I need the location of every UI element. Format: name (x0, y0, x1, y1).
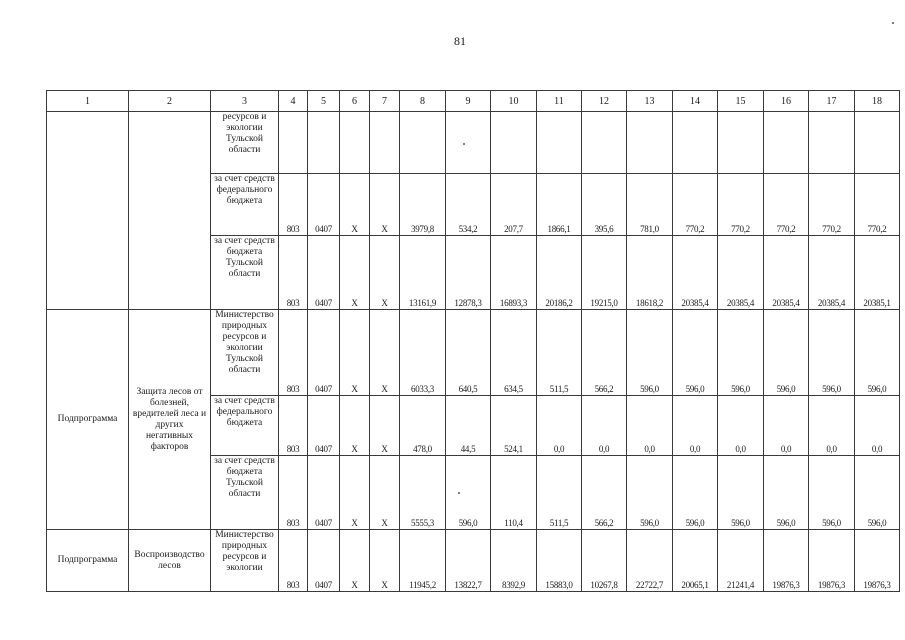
amount-cell: 511,5 (537, 456, 582, 530)
amount-cell: 596,0 (673, 310, 718, 396)
amount-cell: 596,0 (627, 310, 673, 396)
amount-cell: 19876,3 (809, 530, 855, 592)
amount-cell: 0,0 (582, 396, 627, 456)
amount-cell: 13161,9 (400, 236, 446, 310)
amount-cell: 395,6 (582, 174, 627, 236)
header-cell: 5 (308, 91, 340, 112)
amount-cell: 634,5 (491, 310, 537, 396)
code-cell: 0407 (308, 530, 340, 592)
amount-cell: 22722,7 (627, 530, 673, 592)
amount-cell: 596,0 (809, 310, 855, 396)
table-row (47, 530, 900, 592)
code-cell: Х (370, 396, 400, 456)
budget-table (46, 90, 900, 592)
code-cell: 803 (279, 174, 308, 236)
code-cell: Х (340, 530, 370, 592)
amount-cell: 15883,0 (537, 530, 582, 592)
code-cell: 803 (279, 310, 308, 396)
amount-cell (764, 112, 809, 174)
code-cell: 803 (279, 236, 308, 310)
amount-cell: 16893,3 (491, 236, 537, 310)
program-name-cell (129, 112, 211, 310)
header-cell: 16 (764, 91, 809, 112)
amount-cell (718, 112, 764, 174)
amount-cell: 596,0 (809, 456, 855, 530)
amount-cell (627, 112, 673, 174)
header-cell: 14 (673, 91, 718, 112)
amount-cell (491, 112, 537, 174)
amount-cell: 0,0 (764, 396, 809, 456)
code-cell: 0407 (308, 456, 340, 530)
code-cell: 0407 (308, 396, 340, 456)
header-cell: 10 (491, 91, 537, 112)
amount-cell: 18618,2 (627, 236, 673, 310)
amount-cell: 596,0 (855, 456, 900, 530)
code-cell: Х (370, 530, 400, 592)
header-cell: 9 (446, 91, 491, 112)
code-cell (370, 112, 400, 174)
amount-cell: 596,0 (718, 310, 764, 396)
funding-source-cell: за счет средств бюджета Тульской области (211, 236, 279, 310)
header-cell: 17 (809, 91, 855, 112)
amount-cell: 13822,7 (446, 530, 491, 592)
header-cell: 8 (400, 91, 446, 112)
amount-cell: 20385,4 (809, 236, 855, 310)
amount-cell: 596,0 (718, 456, 764, 530)
amount-cell (537, 112, 582, 174)
amount-cell (673, 112, 718, 174)
code-cell: Х (340, 174, 370, 236)
code-cell: Х (370, 174, 400, 236)
amount-cell (855, 112, 900, 174)
amount-cell: 566,2 (582, 456, 627, 530)
amount-cell: 596,0 (627, 456, 673, 530)
program-type-cell (47, 112, 129, 310)
amount-cell: 10267,8 (582, 530, 627, 592)
header-cell: 7 (370, 91, 400, 112)
amount-cell: 0,0 (809, 396, 855, 456)
program-name-cell: Воспроизводство лесов (129, 530, 211, 592)
amount-cell: 12878,3 (446, 236, 491, 310)
header-cell: 15 (718, 91, 764, 112)
amount-cell: 596,0 (446, 456, 491, 530)
amount-cell: 20385,4 (673, 236, 718, 310)
amount-cell: 770,2 (764, 174, 809, 236)
amount-cell (809, 112, 855, 174)
amount-cell: 0,0 (673, 396, 718, 456)
amount-cell: 596,0 (764, 310, 809, 396)
funding-source-cell: за счет средств бюджета Тульской области (211, 456, 279, 530)
code-cell: Х (370, 456, 400, 530)
amount-cell: 3979,8 (400, 174, 446, 236)
header-cell: 4 (279, 91, 308, 112)
header-cell: 12 (582, 91, 627, 112)
amount-cell: 11945,2 (400, 530, 446, 592)
amount-cell (582, 112, 627, 174)
amount-cell: 21241,4 (718, 530, 764, 592)
header-cell: 18 (855, 91, 900, 112)
amount-cell: 0,0 (537, 396, 582, 456)
header-cell: 2 (129, 91, 211, 112)
amount-cell: 596,0 (764, 456, 809, 530)
amount-cell: 1866,1 (537, 174, 582, 236)
program-type-cell: Подпрограмма (47, 530, 129, 592)
amount-cell (400, 112, 446, 174)
amount-cell: 20385,4 (718, 236, 764, 310)
code-cell: Х (340, 236, 370, 310)
scan-speck (458, 492, 460, 494)
code-cell: Х (370, 310, 400, 396)
amount-cell: 0,0 (718, 396, 764, 456)
amount-cell: 0,0 (627, 396, 673, 456)
scan-speck (463, 143, 465, 145)
code-cell: Х (340, 396, 370, 456)
code-cell: Х (340, 310, 370, 396)
funding-source-cell: ресурсов и экологии Тульской области (211, 112, 279, 174)
code-cell: 803 (279, 456, 308, 530)
header-cell: 1 (47, 91, 129, 112)
amount-cell (446, 112, 491, 174)
funding-source-cell: за счет средств федерального бюджета (211, 174, 279, 236)
funding-source-cell: за счет средств федерального бюджета (211, 396, 279, 456)
amount-cell: 20385,4 (764, 236, 809, 310)
amount-cell: 110,4 (491, 456, 537, 530)
amount-cell: 8392,9 (491, 530, 537, 592)
funding-source-cell: Министерство природных ресурсов и экологии (211, 530, 279, 592)
code-cell: 0407 (308, 174, 340, 236)
amount-cell: 6033,3 (400, 310, 446, 396)
amount-cell: 207,7 (491, 174, 537, 236)
code-cell (308, 112, 340, 174)
amount-cell: 20385,1 (855, 236, 900, 310)
funding-source-cell: Министерство природных ресурсов и экологии Тульской области (211, 310, 279, 396)
amount-cell: 770,2 (718, 174, 764, 236)
code-cell: Х (340, 456, 370, 530)
code-cell: 803 (279, 530, 308, 592)
table-row (47, 310, 900, 396)
amount-cell: 511,5 (537, 310, 582, 396)
amount-cell: 19876,3 (764, 530, 809, 592)
code-cell: 0407 (308, 310, 340, 396)
code-cell (279, 112, 308, 174)
amount-cell: 20186,2 (537, 236, 582, 310)
code-cell: Х (370, 236, 400, 310)
header-cell: 11 (537, 91, 582, 112)
program-name-cell: Защита лесов от болезней, вредителей леса и других негативных факторов (129, 310, 211, 530)
amount-cell: 596,0 (855, 310, 900, 396)
amount-cell: 20065,1 (673, 530, 718, 592)
amount-cell: 781,0 (627, 174, 673, 236)
amount-cell: 534,2 (446, 174, 491, 236)
program-type-cell: Подпрограмма (47, 310, 129, 530)
amount-cell: 0,0 (855, 396, 900, 456)
code-cell: 803 (279, 396, 308, 456)
header-row (47, 91, 900, 112)
amount-cell: 44,5 (446, 396, 491, 456)
header-cell: 13 (627, 91, 673, 112)
amount-cell: 566,2 (582, 310, 627, 396)
amount-cell: 596,0 (673, 456, 718, 530)
amount-cell: 524,1 (491, 396, 537, 456)
scan-speck (892, 22, 894, 24)
header-cell: 6 (340, 91, 370, 112)
table-row (47, 112, 900, 174)
code-cell: 0407 (308, 236, 340, 310)
amount-cell: 19876,3 (855, 530, 900, 592)
amount-cell: 5555,3 (400, 456, 446, 530)
amount-cell: 770,2 (855, 174, 900, 236)
page-number: 81 (454, 34, 466, 48)
amount-cell: 478,0 (400, 396, 446, 456)
amount-cell: 19215,0 (582, 236, 627, 310)
amount-cell: 770,2 (673, 174, 718, 236)
amount-cell: 640,5 (446, 310, 491, 396)
header-cell: 3 (211, 91, 279, 112)
code-cell (340, 112, 370, 174)
amount-cell: 770,2 (809, 174, 855, 236)
